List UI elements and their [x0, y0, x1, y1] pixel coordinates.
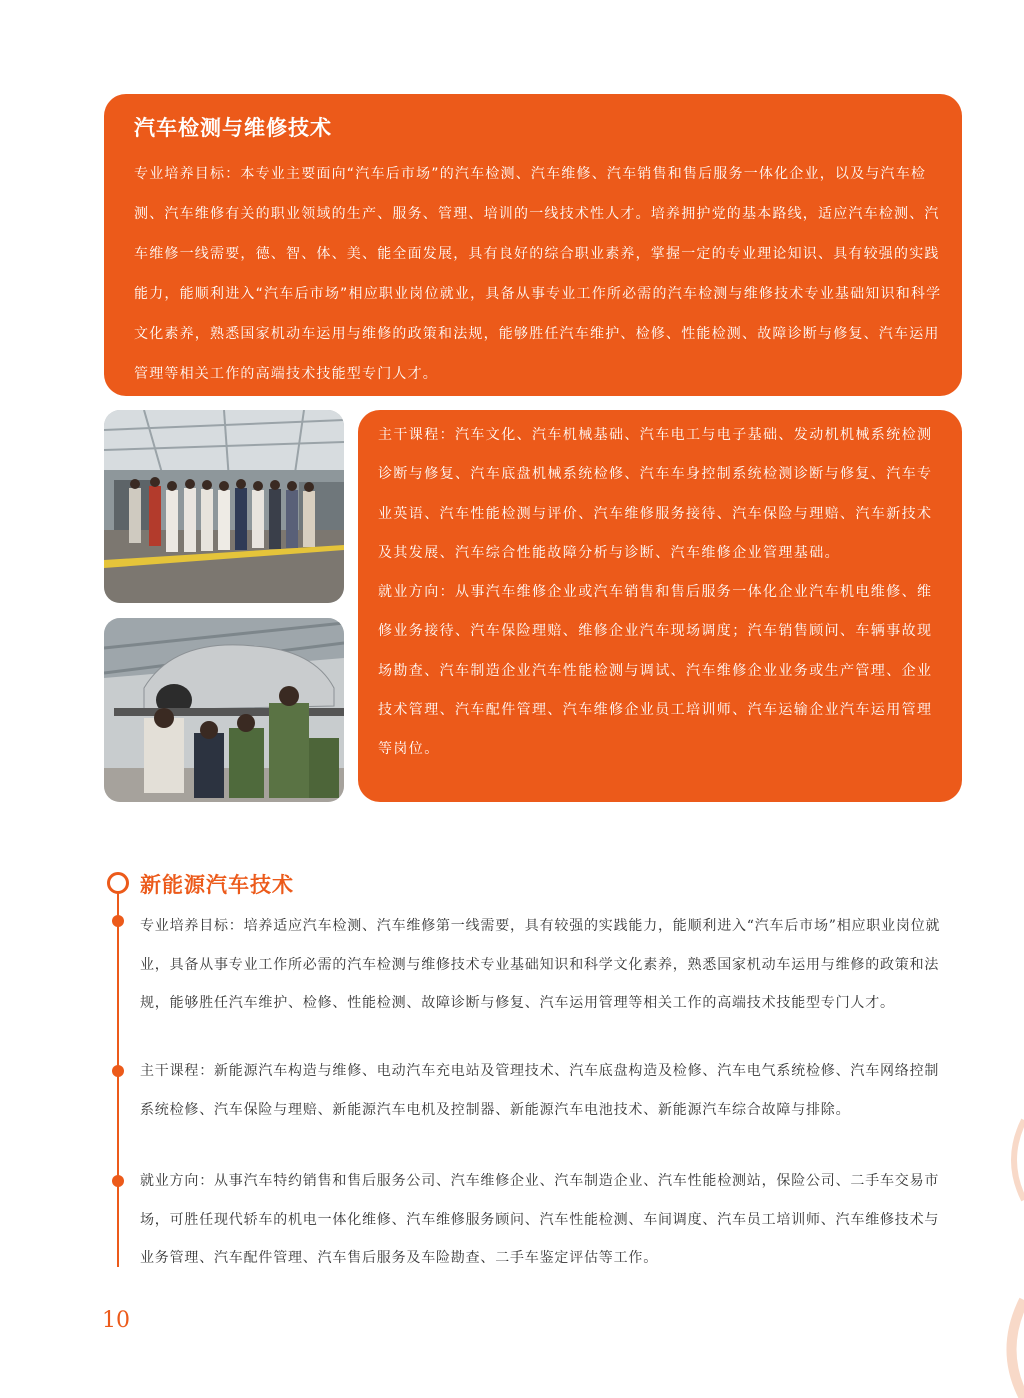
courses-career-box — [358, 410, 962, 802]
timeline-dot-icon — [112, 1175, 124, 1187]
main-courses-paragraph: 主干课程：新能源汽车构造与维修、电动汽车充电站及管理技术、汽车底盘构造及检修、汽车电气系统检修、汽车网络控制系统检修、汽车保险与理赔、新能源汽车电机及控制器、新能源汽车电池技术、新能源汽车综合故障与排除。 — [140, 1063, 940, 1118]
career-direction-text: 就业方向：从事汽车维修企业或汽车销售和售后服务一体化企业汽车机电维修、维修业务接待、汽车保险理赔、维修企业汽车现场调度；汽车销售顾问、车辆事故现场勘查、汽车制造企业汽车性能检测与调试、汽车维修企业业务或生产管理、企业技术管理、汽车配件管理、汽车维修企业员工培训师、汽车运输企业汽车运用管理等岗位。 — [378, 584, 933, 758]
training-goal-paragraph: 专业培养目标：培养适应汽车检测、汽车维修第一线需要，具有较强的实践能力，能顺利进入“汽车后市场”相应职业岗位就业，具备从事专业工作所必需的汽车检测与维修技术专业基础知识和科学文化素养，熟悉国家机动车运用与维修的政策和法规，能够胜任汽车维护、检修、性能检测、故障诊断与修复、汽车运用管理等相关工作的高端技术技能型专门人才。 — [140, 918, 941, 1011]
car-lift-training-photo — [104, 618, 344, 802]
page-number: 10 — [102, 1308, 130, 1333]
timeline-ring-icon — [107, 872, 129, 894]
training-goal-text: 专业培养目标：本专业主要面向“汽车后市场”的汽车检测、汽车维修、汽车销售和售后服务一体化企业，以及与汽车检测、汽车维修有关的职业领域的生产、服务、管理、培训的一线技术性人才。培养拥护党的基本路线，适应汽车检测、汽车维修一线需要，德、智、体、美、能全面发展，具有良好的综合职业素养，掌握一定的专业理论知识、具有较强的实践能力，能顺利进入“汽车后市场”相应职业岗位就业，具备从事专业工作所必需的汽车检测与维修技术专业基础知识和科学文化素养，熟悉国家机动车运用与维修的政策和法规，能够胜任汽车维护、检修、性能检测、故障诊断与修复、汽车运用管理等相关工作的高端技术技能型专门人才。 — [134, 166, 942, 382]
major-title: 汽车检测与维修技术 — [134, 115, 332, 140]
major-intro-box — [104, 94, 962, 396]
career-direction-paragraph: 就业方向：从事汽车特约销售和售后服务公司、汽车维修企业、汽车制造企业、汽车性能检测站，保险公司、二手车交易市场，可胜任现代轿车的机电一体化维修、汽车维修服务顾问、汽车性能检测、车间调度、汽车员工培训师、汽车维修技术与业务管理、汽车配件管理、汽车售后服务及车险勘查、二手车鉴定评估等工作。 — [140, 1173, 940, 1266]
timeline-dot-icon — [112, 915, 124, 927]
workshop-group-photo — [104, 410, 344, 603]
section-title: 新能源汽车技术 — [140, 872, 294, 897]
main-courses-text: 主干课程：汽车文化、汽车机械基础、汽车电工与电子基础、发动机机械系统检测诊断与修复、汽车底盘机械系统检修、汽车车身控制系统检测诊断与修复、汽车专业英语、汽车性能检测与评价、汽车维修服务接待、汽车保险与理赔、汽车新技术及其发展、汽车综合性能故障分析与诊断、汽车维修企业管理基础。 — [378, 427, 933, 561]
timeline-line — [117, 892, 119, 1267]
timeline-dot-icon — [112, 1065, 124, 1077]
courses-career-text — [378, 416, 944, 770]
edge-decoration — [994, 1100, 1024, 1398]
